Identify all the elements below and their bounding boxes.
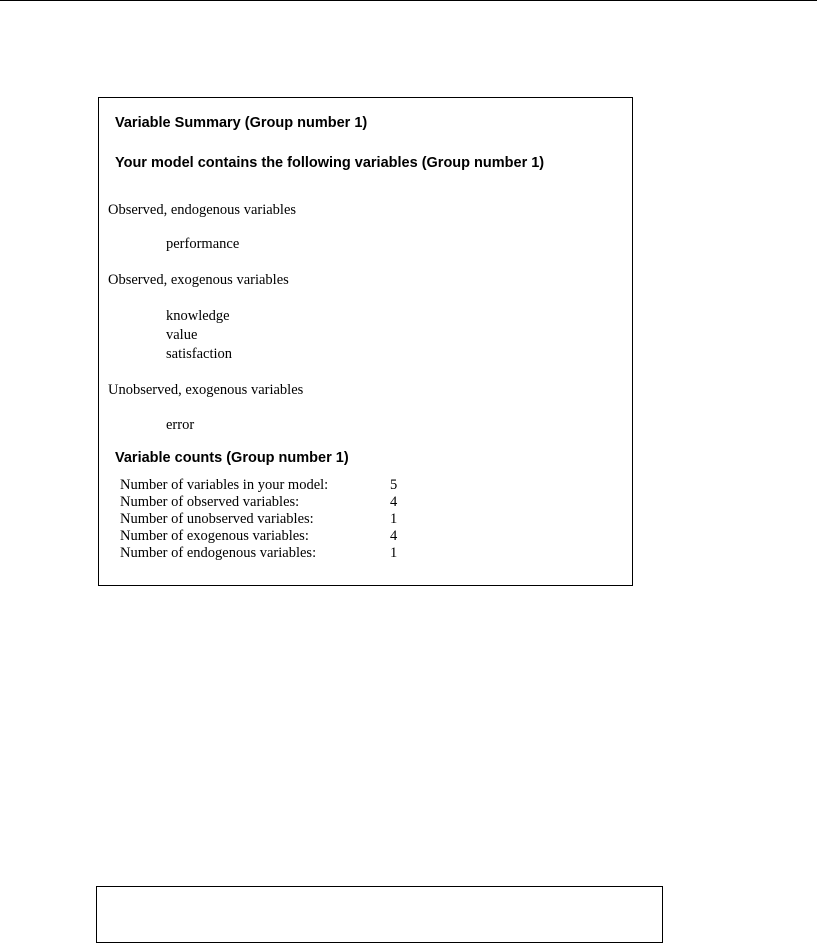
group-label-observed-exogenous: Observed, exogenous variables <box>108 272 289 288</box>
table-row <box>120 477 397 494</box>
count-label: Number of exogenous variables: <box>120 528 309 544</box>
table-row <box>120 528 397 545</box>
count-value: 4 <box>390 494 398 510</box>
variable-counts-table <box>120 477 397 562</box>
list-observed-endogenous <box>166 235 239 254</box>
variable-summary-box <box>98 97 633 586</box>
table-row <box>120 545 397 562</box>
list-observed-exogenous <box>166 307 232 364</box>
table-row <box>120 494 397 511</box>
table-row <box>120 511 397 528</box>
top-rule <box>0 0 817 1</box>
group-label-observed-endogenous: Observed, endogenous variables <box>108 202 297 218</box>
count-value: 1 <box>390 545 398 561</box>
count-label: Number of observed variables: <box>120 494 300 510</box>
count-value: 5 <box>390 477 398 493</box>
counts-title: Variable counts (Group number 1) <box>115 450 349 466</box>
count-label: Number of endogenous variables: <box>120 545 317 561</box>
count-label: Number of unobserved variables: <box>120 511 314 527</box>
list-item: knowledge <box>166 308 230 324</box>
list-item: performance <box>166 236 240 252</box>
count-value: 1 <box>390 511 398 527</box>
summary-subtitle: Your model contains the following variables (Group number 1) <box>115 155 545 171</box>
count-value: 4 <box>390 528 398 544</box>
list-item: value <box>166 327 198 343</box>
group-label-unobserved-exogenous: Unobserved, exogenous variables <box>108 382 304 398</box>
empty-frame <box>96 886 663 943</box>
list-unobserved-exogenous <box>166 416 194 435</box>
list-item: satisfaction <box>166 346 233 362</box>
summary-title: Variable Summary (Group number 1) <box>115 115 368 131</box>
list-item: error <box>166 417 195 433</box>
count-label: Number of variables in your model: <box>120 477 329 493</box>
